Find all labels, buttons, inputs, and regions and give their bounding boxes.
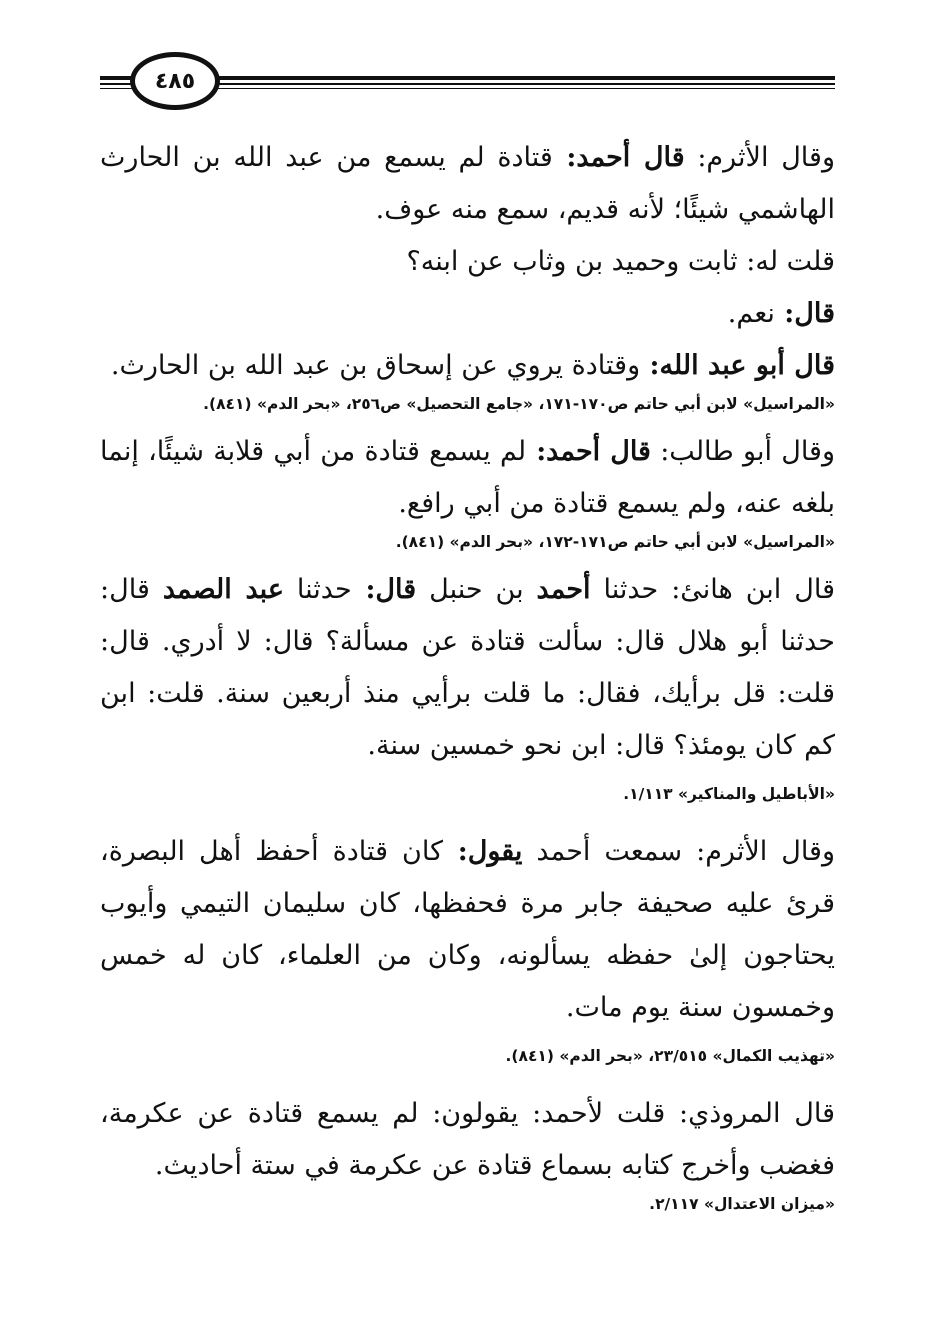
- paragraph: قلت له: ثابت وحميد بن وثاب عن ابنه؟: [406, 246, 835, 277]
- paragraph: وقال الأثرم: سمعت أحمد يقول: كان قتادة أحفظ أهل البصرة، قرئ عليه صحيفة جابر مرة فحفظها، كان سليمان التيمي وأيوب يحتاجون إلىٰ حفظه يسألونه، وكان من العلماء، كان له خمس وخمسون سنة يوم مات.: [100, 836, 835, 1023]
- page-number: ٤٨٥: [154, 68, 196, 94]
- source-reference: «المراسيل» لابن أبي حاتم ص١٧١-١٧٢، «بحر الدم» (٨٤١).: [395, 533, 835, 551]
- page-number-badge: [130, 52, 220, 110]
- source-reference: «تهذيب الكمال» ٢٣/٥١٥، «بحر الدم» (٨٤١).: [505, 1047, 835, 1065]
- paragraph: قال أبو عبد الله: وقتادة يروي عن إسحاق بن عبد الله بن الحارث.: [110, 350, 835, 381]
- paragraph: وقال الأثرم: قال أحمد: قتادة لم يسمع من عبد الله بن الحارث الهاشمي شيئًا؛ لأنه قديم، سمع منه عوف.: [100, 142, 835, 225]
- paragraph: وقال أبو طالب: قال أحمد: لم يسمع قتادة من أبي قلابة شيئًا، إنما بلغه عنه، ولم يسمع قتادة من أبي رافع.: [100, 436, 835, 519]
- paragraph: قال ابن هانئ: حدثنا أحمد بن حنبل قال: حدثنا عبد الصمد قال: حدثنا أبو هلال قال: سألت قتادة عن مسألة؟ قال: لا أدري. قال: قلت: قل برأيك، فقال: ما قلت برأيي منذ أربعين سنة. قلت: ابن كم كان يومئذ؟ قال: ابن نحو خمسين سنة.: [100, 574, 836, 761]
- paragraph: قال: نعم.: [727, 298, 835, 329]
- source-reference: «ميزان الاعتدال» ٢/١١٧.: [649, 1195, 835, 1213]
- paragraph: قال المروذي: قلت لأحمد: يقولون: لم يسمع قتادة عن عكرمة، فغضب وأخرج كتابه بسماع قتادة عن عكرمة في ستة أحاديث.: [100, 1098, 835, 1181]
- page-body: [100, 132, 835, 1216]
- source-reference: «الأباطيل والمناكير» ١/١١٣.: [623, 785, 835, 803]
- source-reference: «المراسيل» لابن أبي حاتم ص١٧٠-١٧١، «جامع التحصيل» ص٢٥٦، «بحر الدم» (٨٤١).: [203, 395, 835, 413]
- page-header: [100, 52, 835, 132]
